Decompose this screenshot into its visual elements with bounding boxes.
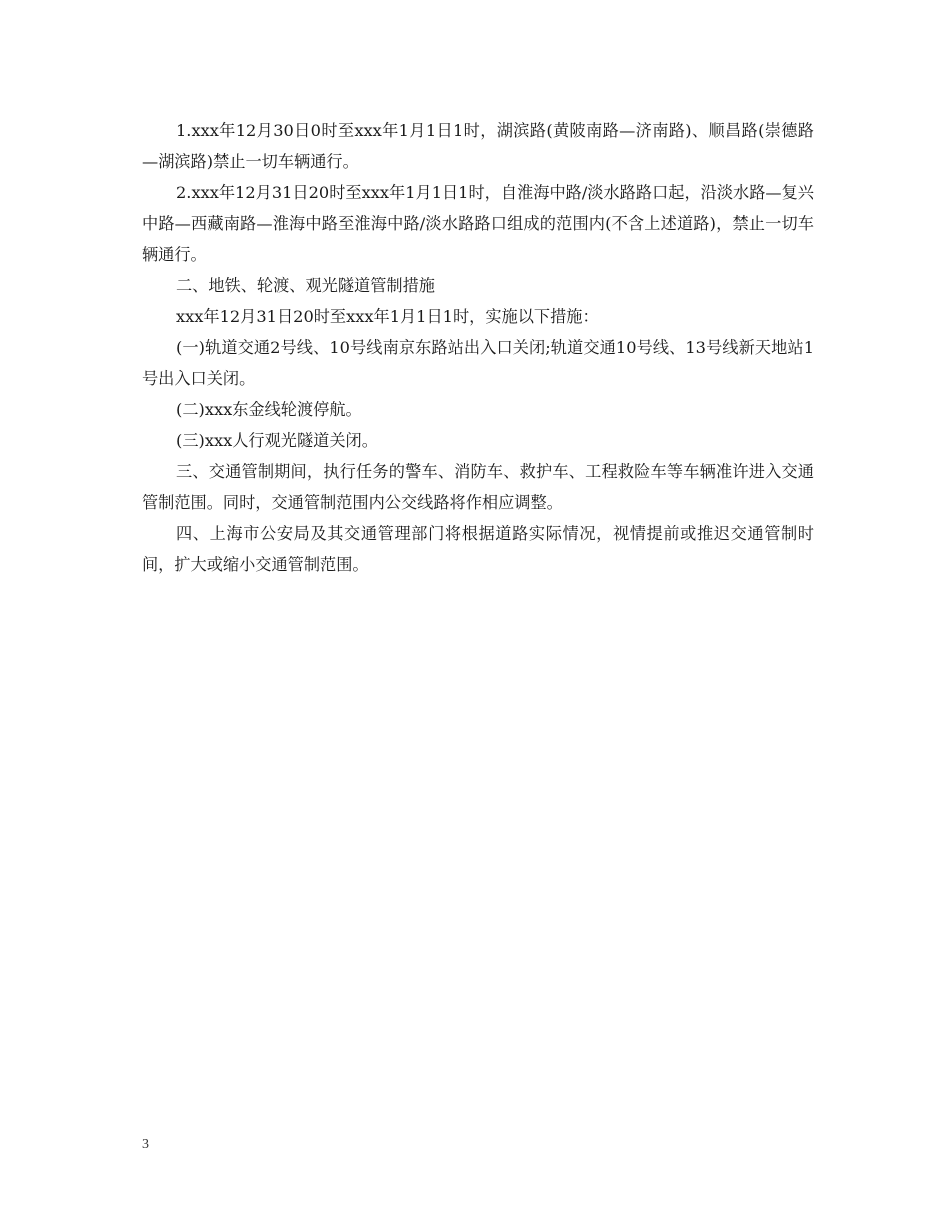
paragraph-measure-1: (一)轨道交通2号线、10号线南京东路站出入口关闭;轨道交通10号线、13号线新天地站1号出入口关闭。 [142, 338, 814, 388]
paragraph-measure-2: (二)xxx东金线轮渡停航。 [176, 400, 362, 419]
paragraph-closure-2: 2.xxx年12月31日20时至xxx年1月1日1时，自淮海中路/淡水路路口起，沿淡水路—复兴中路—西藏南路—淮海中路至淮海中路/淡水路路口组成的范围内(不含上述道路)，禁止一切车辆通行。 [142, 183, 814, 264]
page-number: 3 [142, 1137, 149, 1152]
document-body [142, 115, 814, 580]
paragraph-section-3: 三、交通管制期间，执行任务的警车、消防车、救护车、工程救险车等车辆准许进入交通管制范围。同时，交通管制范围内公交线路将作相应调整。 [142, 462, 814, 512]
section-heading-metro-ferry-tunnel: 二、地铁、轮渡、观光隧道管制措施 [176, 276, 435, 295]
paragraph-section-4: 四、上海市公安局及其交通管理部门将根据道路实际情况，视情提前或推迟交通管制时间，扩大或缩小交通管制范围。 [142, 524, 814, 574]
paragraph-measure-3: (三)xxx人行观光隧道关闭。 [176, 431, 378, 450]
paragraph-measures-intro: xxx年12月31日20时至xxx年1月1日1时，实施以下措施： [176, 307, 599, 326]
paragraph-closure-1: 1.xxx年12月30日0时至xxx年1月1日1时，湖滨路(黄陂南路—济南路)、顺昌路(崇德路—湖滨路)禁止一切车辆通行。 [142, 121, 814, 171]
